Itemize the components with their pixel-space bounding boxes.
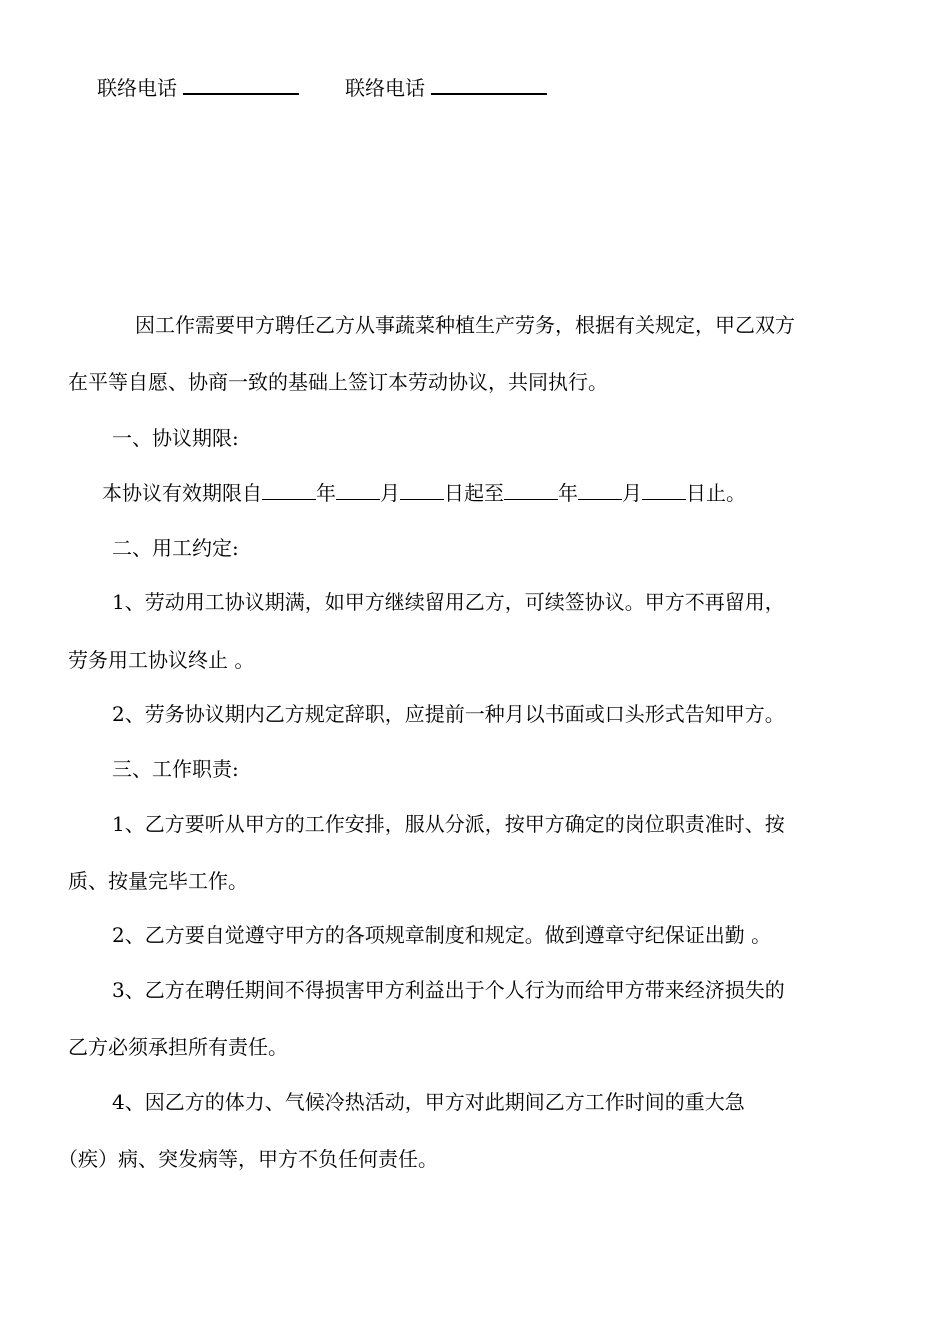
section3-item3-line1: 3、乙方在聘任期间不得损害甲方利益出于个人行为而给甲方带来经济损失的 (112, 978, 785, 1002)
section2-item2: 2、劳务协议期内乙方规定辞职，应提前一种月以书面或口头形式告知甲方。 (112, 702, 785, 726)
start-year-blank[interactable] (262, 481, 316, 500)
start-day-blank[interactable] (400, 481, 444, 500)
term-sentence (102, 480, 746, 506)
section2-heading: 二、用工约定: (112, 536, 239, 560)
end-month-blank[interactable] (578, 481, 622, 500)
section3-heading: 三、工作职责: (112, 757, 239, 781)
section2-item1-line2: 劳务用工协议终止 。 (68, 648, 255, 672)
intro-line-2: 在平等自愿、协商一致的基础上签订本劳动协议，共同执行。 (68, 370, 608, 394)
term-text-1: 本协议有效期限自 (102, 481, 262, 505)
section3-item1-line1: 1、乙方要听从甲方的工作安排，服从分派，按甲方确定的岗位职责准时、按 (112, 812, 785, 836)
contact-row (97, 75, 547, 101)
term-text-month-1: 月 (380, 481, 400, 505)
section3-item4-line1: 4、因乙方的体力、气候冷热活动，甲方对此期间乙方工作时间的重大急 (112, 1090, 745, 1114)
contact-label-a: 联络电话 (97, 76, 177, 100)
term-text-year-1: 年 (316, 481, 336, 505)
contact-phone-blank-b[interactable] (431, 75, 547, 95)
end-year-blank[interactable] (504, 481, 558, 500)
section3-item2: 2、乙方要自觉遵守甲方的各项规章制度和规定。做到遵章守纪保证出勤 。 (112, 923, 772, 947)
term-text-end: 日止。 (686, 481, 746, 505)
section2-item1-line1: 1、劳动用工协议期满，如甲方继续留用乙方，可续签协议。甲方不再留用， (112, 590, 785, 614)
intro-line-1: 因工作需要甲方聘任乙方从事蔬菜种植生产劳务，根据有关规定，甲乙双方 (135, 313, 795, 337)
section3-item1-line2: 质、按量完毕工作。 (68, 869, 248, 893)
section3-item4-line2: （疾）病、突发病等，甲方不负任何责任。 (58, 1147, 438, 1171)
end-day-blank[interactable] (642, 481, 686, 500)
section3-item3-line2: 乙方必须承担所有责任。 (68, 1035, 288, 1059)
start-month-blank[interactable] (336, 481, 380, 500)
term-text-year-2: 年 (558, 481, 578, 505)
term-text-month-2: 月 (622, 481, 642, 505)
section1-heading: 一、协议期限: (112, 426, 239, 450)
term-text-to: 日起至 (444, 481, 504, 505)
contact-phone-blank-a[interactable] (183, 75, 299, 95)
contact-label-b: 联络电话 (345, 76, 425, 100)
